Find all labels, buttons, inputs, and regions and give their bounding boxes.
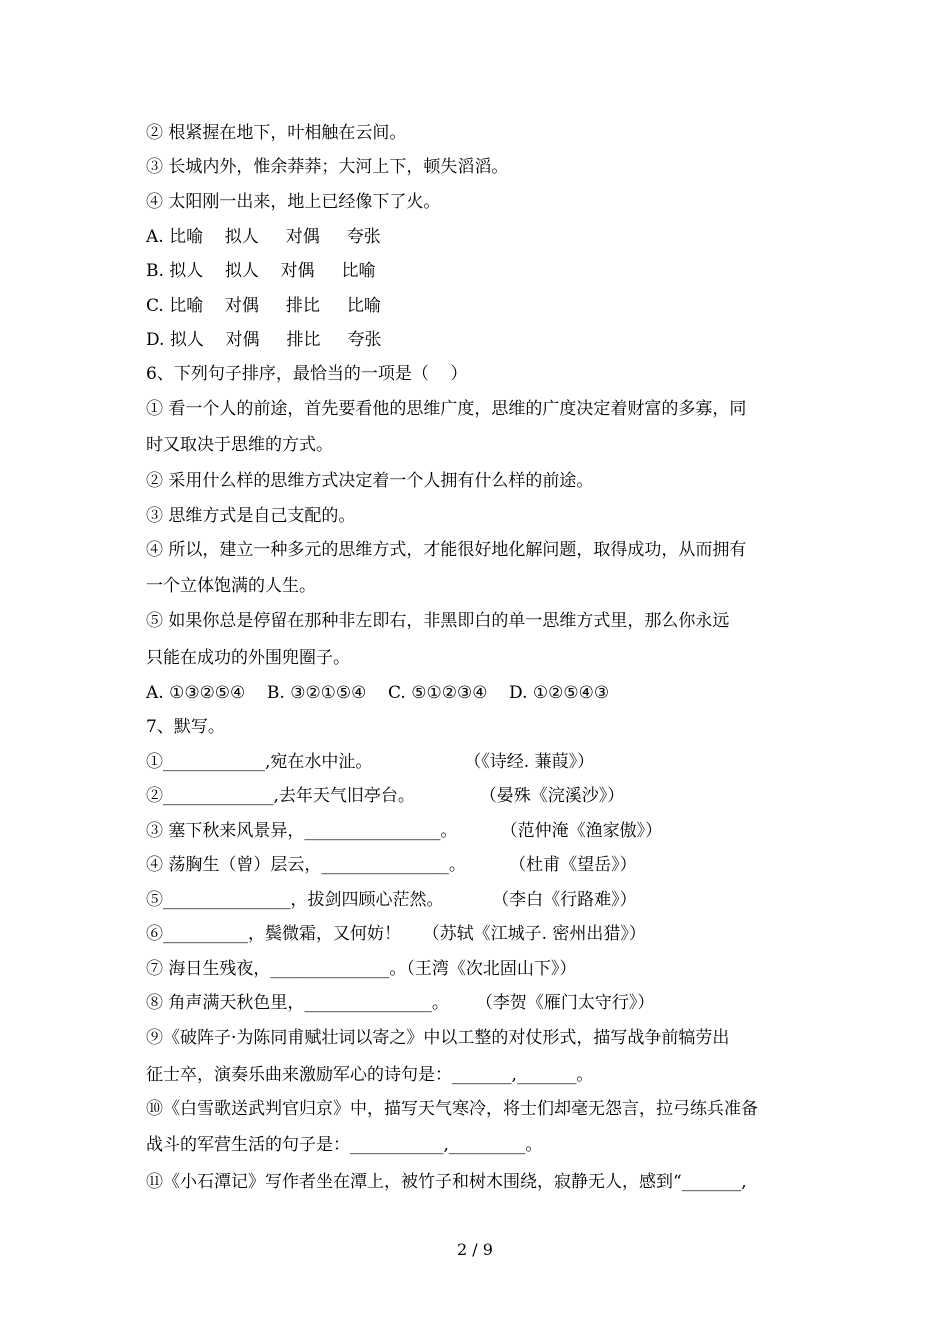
option-line: C. 比喻 对偶 排比 比喻 (146, 296, 381, 316)
fill-blank-line: ⑦ 海日生残夜，______________。（王湾《次北固山下》） (146, 959, 577, 979)
text-line: ③ 长城内外，惟余莽莽；大河上下，顿失滔滔。 (146, 157, 509, 177)
fill-blank-line: 战斗的军营生活的句子是：___________,_________。 (146, 1135, 543, 1155)
fill-blank-line: ①____________,宛在水中沚。 （《诗经. 蒹葭》） (146, 752, 595, 772)
text-line: ② 根紧握在地下，叶相触在云间。 (146, 123, 407, 143)
option-line: A. ①③②⑤④ B. ③②①⑤④ C. ⑤①②③④ D. ①②⑤④③ (146, 683, 610, 703)
question-heading: 7、默写。 (146, 717, 225, 737)
text-line: ⑤ 如果你总是停留在那种非左即右，非黑即白的单一思维方式里，那么你永远 (146, 611, 730, 631)
text-line: ④ 太阳刚一出来，地上已经像下了火。 (146, 192, 441, 212)
fill-blank-line: ⑪《小石潭记》写作者坐在潭上，被竹子和树木围绕，寂静无人，感到“_______, (146, 1172, 747, 1192)
text-line: ④ 所以，建立一种多元的思维方式，才能很好地化解问题，取得成功，从而拥有 (146, 540, 747, 560)
fill-blank-line: 征士卒，演奏乐曲来激励军心的诗句是：_______,_______。 (146, 1065, 594, 1085)
fill-blank-line: ⑨《破阵子·为陈同甫赋壮词以寄之》中以工整的对仗形式，描写战争前犒劳出 (146, 1028, 730, 1048)
option-line: B. 拟人 拟人 对偶 比喻 (146, 261, 376, 281)
fill-blank-line: ⑤_______________，拔剑四顾心茫然。 （李白《行路难》） (146, 890, 637, 910)
text-line: 一个立体饱满的人生。 (146, 576, 316, 596)
question-heading: 6、下列句子排序，最恰当的一项是（ ） (146, 364, 468, 384)
text-line: ② 采用什么样的思维方式决定着一个人拥有什么样的前途。 (146, 471, 594, 491)
text-line: 只能在成功的外围兜圈子。 (146, 648, 350, 668)
fill-blank-line: ④ 荡胸生（曾）层云，_______________。 （杜甫《望岳》） (146, 855, 637, 875)
fill-blank-line: ③ 塞下秋来风景异，________________。 （范仲淹《渔家傲》） (146, 821, 663, 841)
fill-blank-line: ⑧ 角声满天秋色里，_______________。 （李贺《雁门太守行》） (146, 993, 655, 1013)
page-number: 2 / 9 (457, 1240, 493, 1259)
text-line: 时又取决于思维的方式。 (146, 435, 333, 455)
option-line: D. 拟人 对偶 排比 夸张 (146, 330, 382, 350)
option-line: A. 比喻 拟人 对偶 夸张 (146, 227, 381, 247)
text-line: ③ 思维方式是自己支配的。 (146, 506, 356, 526)
text-line: ① 看一个人的前途，首先要看他的思维广度，思维的广度决定着财富的多寡，同 (146, 399, 747, 419)
fill-blank-line: ②_____________,去年天气旧亭台。 （晏殊《浣溪沙》） (146, 786, 625, 806)
fill-blank-line: ⑩《白雪歌送武判官归京》中，描写天气寒冷，将士们却毫无怨言，拉弓练兵准备 (146, 1099, 758, 1119)
fill-blank-line: ⑥__________，鬓微霜，又何妨！ （苏轼《江城子. 密州出猎》） (146, 924, 646, 944)
